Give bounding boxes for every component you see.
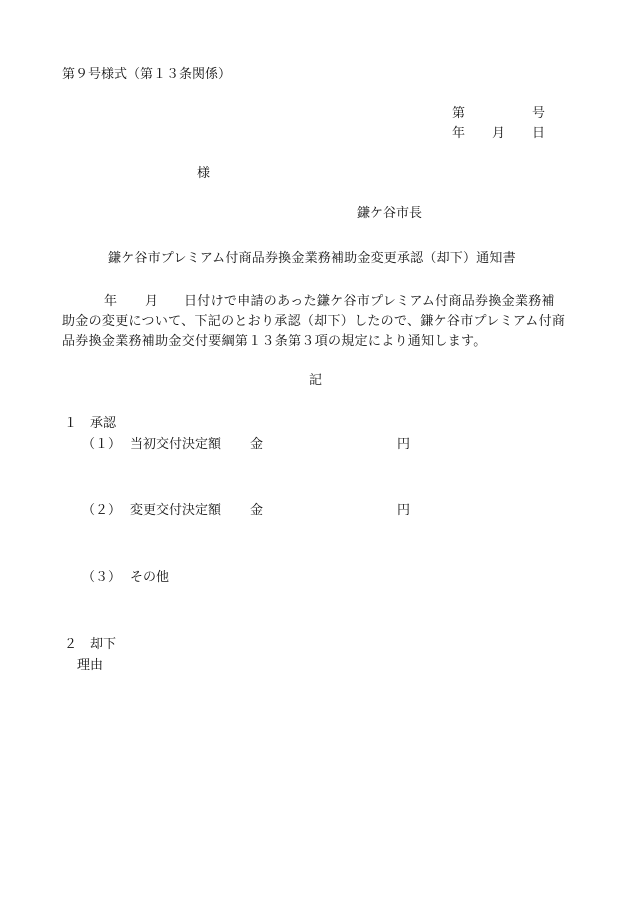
body-text-line-2: 助金の変更について、下記のとおり承認（却下）したので、鎌ケ谷市プレミアム付商 (62, 314, 566, 329)
ki-heading: 記 (309, 373, 323, 388)
body-text-line-1: 日付けで申請のあった鎌ケ谷市プレミアム付商品券換金業務補 (184, 294, 555, 309)
sender-name: 鎌ケ谷市長 (357, 206, 423, 221)
date-month: 月 (492, 126, 506, 141)
item-3-number: （３） (82, 570, 122, 585)
item-2-label: 変更交付決定額 (130, 503, 222, 518)
item-1-kin: 金 (250, 437, 264, 452)
section-2-heading: ２ 却下 (64, 637, 117, 652)
body-text-line-3: 品券換金業務補助金交付要綱第１３条第３項の規定により通知します。 (62, 334, 487, 349)
body-month: 月 (145, 294, 159, 309)
document-number-suffix: 号 (532, 106, 546, 121)
item-2-yen: 円 (397, 503, 411, 518)
date-day: 日 (532, 126, 546, 141)
form-number: 第９号様式（第１３条関係） (62, 67, 232, 82)
date-year: 年 (452, 126, 466, 141)
item-1-label: 当初交付決定額 (130, 437, 222, 452)
item-2-kin: 金 (250, 503, 264, 518)
item-2-number: （２） (82, 503, 122, 518)
addressee-suffix: 様 (197, 166, 211, 181)
item-3-label: その他 (130, 570, 170, 585)
item-1-yen: 円 (397, 437, 411, 452)
section-1-heading: １ 承認 (64, 416, 117, 431)
document-number-prefix: 第 (452, 106, 466, 121)
body-year: 年 (104, 294, 118, 309)
reason-label: 理由 (77, 658, 104, 673)
document-title: 鎌ケ谷市プレミアム付商品券換金業務補助金変更承認（却下）通知書 (108, 251, 516, 266)
item-1-number: （１） (82, 437, 122, 452)
